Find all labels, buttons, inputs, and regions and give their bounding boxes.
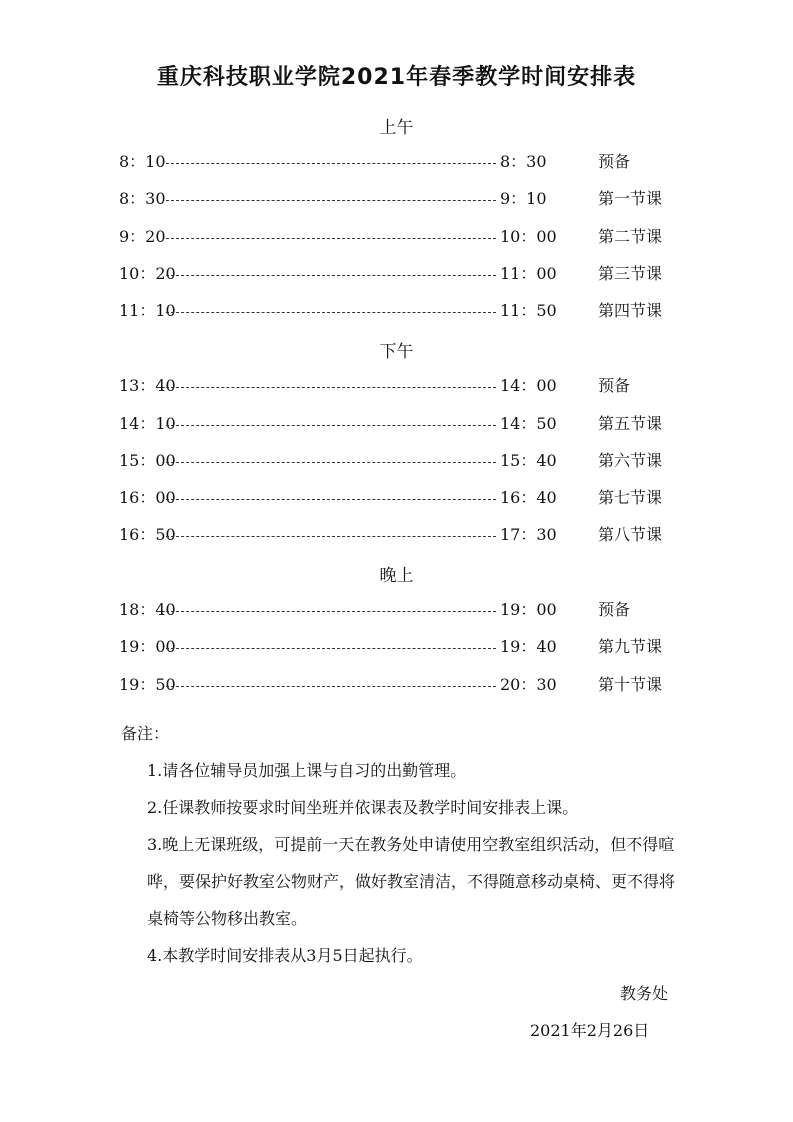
schedule-row [0, 261, 793, 289]
section-heading-afternoon: 下午 [379, 342, 414, 362]
dashed-leader [166, 611, 496, 612]
start-time: 16：00 [119, 488, 176, 507]
dashed-leader [166, 462, 496, 463]
period-label: 预备 [598, 152, 631, 171]
end-time: 11：50 [500, 301, 557, 320]
note-item: 3.晚上无课班级，可提前一天在教务处申请使用空教室组织活动，但不得喧哗，要保护好教室公物财产，做好教室清洁，不得随意移动桌椅、更不得将桌椅等公物移出教室。 [147, 835, 676, 928]
schedule-row [0, 485, 793, 513]
start-time: 18：40 [119, 600, 176, 619]
start-time: 8：10 [119, 152, 166, 171]
schedule-row [0, 411, 793, 439]
end-time: 19：00 [500, 600, 557, 619]
period-label: 第二节课 [598, 227, 663, 246]
end-time: 14：00 [500, 376, 557, 395]
issue-date: 2021年2月26日 [530, 1021, 650, 1040]
start-time: 10：20 [119, 264, 176, 283]
note-item: 4.本教学时间安排表从3月5日起执行。 [147, 946, 423, 965]
schedule-row [0, 672, 793, 700]
dashed-leader [166, 648, 496, 649]
end-time: 11：00 [500, 264, 557, 283]
start-time: 16：50 [119, 525, 176, 544]
end-time: 16：40 [500, 488, 557, 507]
section-heading-evening: 晚上 [379, 566, 414, 586]
schedule-row [0, 634, 793, 662]
page-title: 重庆科技职业学院2021年春季教学时间安排表 [156, 65, 637, 90]
notes-heading: 备注： [121, 724, 170, 743]
period-label: 第五节课 [598, 414, 663, 433]
start-time: 8：30 [119, 189, 166, 208]
schedule-row [0, 597, 793, 625]
section-heading-morning: 上午 [379, 118, 414, 138]
schedule-row [0, 373, 793, 401]
dashed-leader [166, 499, 496, 500]
dashed-leader [166, 163, 496, 164]
end-time: 8：30 [500, 152, 547, 171]
dashed-leader [166, 686, 496, 687]
period-label: 第九节课 [598, 637, 663, 656]
start-time: 11：10 [119, 301, 176, 320]
start-time: 9：20 [119, 227, 166, 246]
period-label: 第四节课 [598, 301, 663, 320]
start-time: 19：50 [119, 675, 176, 694]
end-time: 10：00 [500, 227, 557, 246]
period-label: 第十节课 [598, 675, 663, 694]
schedule-row [0, 522, 793, 550]
dashed-leader [166, 275, 496, 276]
period-label: 第三节课 [598, 264, 663, 283]
schedule-row [0, 298, 793, 326]
schedule-row [0, 149, 793, 177]
start-time: 15：00 [119, 451, 176, 470]
end-time: 14：50 [500, 414, 557, 433]
dashed-leader [166, 312, 496, 313]
period-label: 预备 [598, 376, 631, 395]
dashed-leader [166, 425, 496, 426]
note-item: 1.请各位辅导员加强上课与自习的出勤管理。 [147, 761, 467, 780]
start-time: 14：10 [119, 414, 176, 433]
dashed-leader [166, 238, 496, 239]
period-label: 预备 [598, 600, 631, 619]
end-time: 17：30 [500, 525, 557, 544]
period-label: 第七节课 [598, 488, 663, 507]
schedule-row [0, 448, 793, 476]
end-time: 9：10 [500, 189, 547, 208]
note-item: 2.任课教师按要求时间坐班并依课表及教学时间安排表上课。 [147, 798, 579, 817]
start-time: 19：00 [119, 637, 176, 656]
period-label: 第八节课 [598, 525, 663, 544]
schedule-row [0, 224, 793, 252]
period-label: 第一节课 [598, 189, 663, 208]
dashed-leader [166, 536, 496, 537]
start-time: 13：40 [119, 376, 176, 395]
end-time: 15：40 [500, 451, 557, 470]
end-time: 20：30 [500, 675, 557, 694]
issuing-office: 教务处 [620, 984, 669, 1003]
dashed-leader [166, 387, 496, 388]
end-time: 19：40 [500, 637, 557, 656]
dashed-leader [166, 200, 496, 201]
schedule-row [0, 186, 793, 214]
period-label: 第六节课 [598, 451, 663, 470]
